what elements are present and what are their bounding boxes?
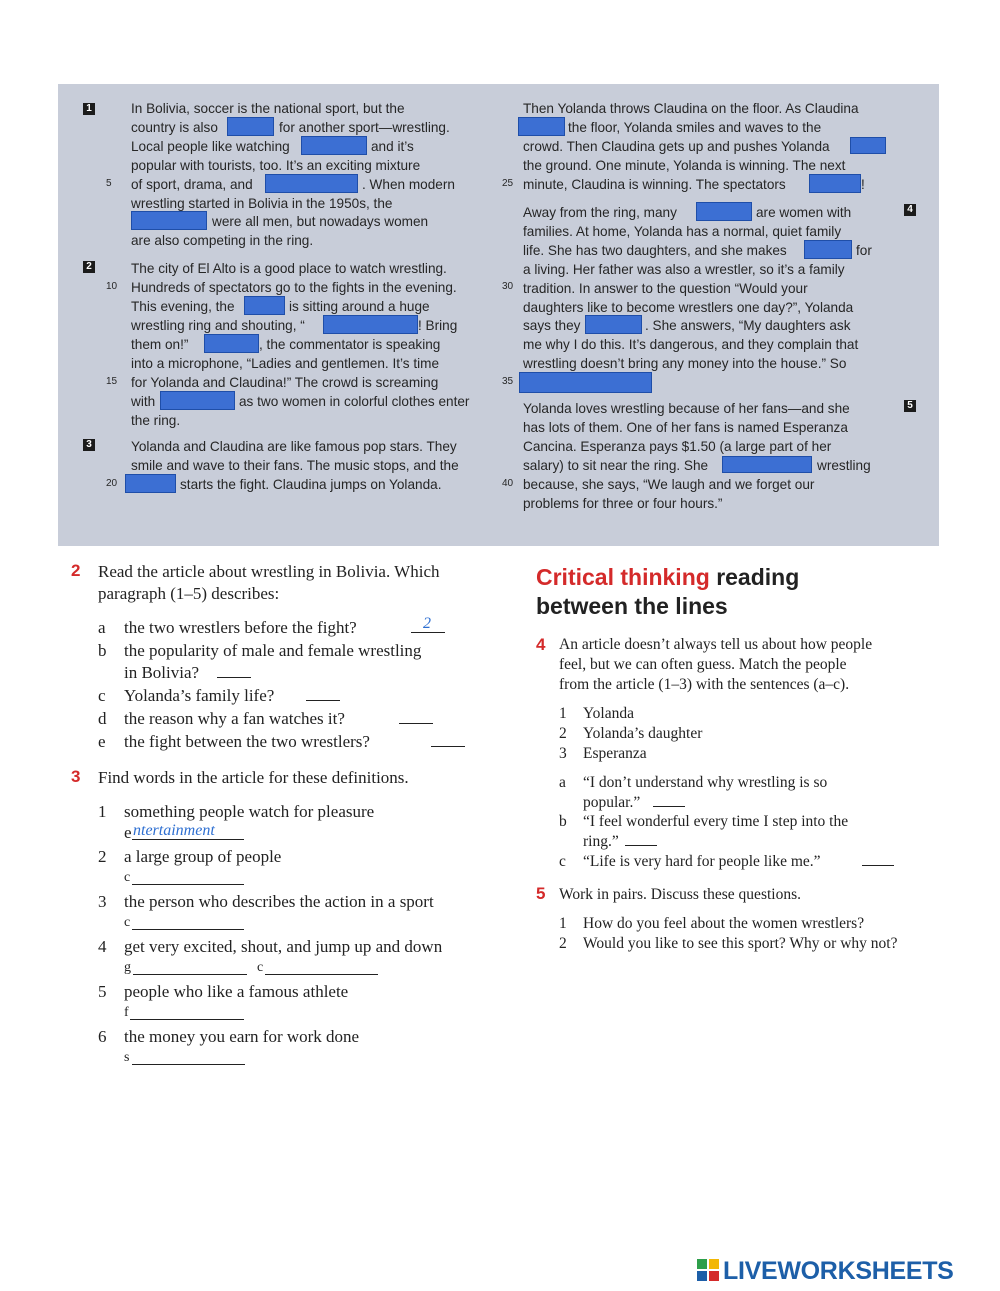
- article-line: and it’s: [371, 139, 414, 154]
- person-name: Esperanza: [583, 745, 647, 762]
- article-line: country is also: [131, 120, 218, 135]
- sentence-text: popular.”: [583, 794, 641, 811]
- ex5-question: Would you like to see this sport? Why or why not?: [583, 935, 898, 952]
- sentence-text: “I feel wonderful every time I step into the: [583, 813, 849, 830]
- article-blank[interactable]: [301, 136, 367, 155]
- article-blank[interactable]: [696, 202, 752, 221]
- article-line: are women with: [756, 205, 852, 220]
- sentence-text: “Life is very hard for people like me.”: [583, 853, 821, 870]
- start-letter: s: [124, 1050, 130, 1065]
- article-line: says they: [523, 318, 581, 333]
- item-number: 1: [98, 802, 107, 821]
- person-number: 1: [559, 705, 567, 722]
- article-line: with: [131, 394, 156, 409]
- exercise-3-prompt: Find words in the article for these definitions.: [98, 768, 409, 787]
- article-line: This evening, the: [131, 299, 235, 314]
- article-line: wrestling started in Bolivia in the 1950s, the: [131, 196, 393, 211]
- article-line: wrestling: [817, 458, 871, 473]
- start-letter: c: [257, 960, 264, 975]
- exercise-4-prompt: from the article (1–3) with the sentences (a–c).: [559, 676, 850, 693]
- article-line: ! Bring: [418, 318, 458, 333]
- ex2-item-text: the popularity of male and female wrestling: [124, 641, 422, 660]
- article-line: The city of El Alto is a good place to watch wrestling.: [131, 261, 447, 276]
- exercise-3-number: 3: [71, 767, 81, 786]
- line-number: 25: [502, 178, 514, 189]
- article-line: smile and wave to their fans. The music stops, and the: [131, 458, 459, 473]
- heading-rest: reading: [716, 564, 800, 590]
- article-line: me why I do this. It’s dangerous, and they complain that: [523, 337, 859, 352]
- ex2-item-text: the two wrestlers before the fight?: [124, 618, 357, 637]
- article-line: In Bolivia, soccer is the national sport, but the: [131, 101, 405, 116]
- ex3-definition: something people watch for pleasure: [124, 802, 375, 821]
- article-line: tradition. In answer to the question “Would your: [523, 281, 808, 296]
- article-line: wrestling ring and shouting, “: [131, 318, 305, 333]
- ex3-answer-field[interactable]: [132, 1064, 245, 1065]
- ex3-definition: the person who describes the action in a sport: [124, 892, 434, 911]
- article-line: for another sport—wrestling.: [279, 120, 450, 135]
- article-line: wrestling doesn’t bring any money into the house.” So: [523, 356, 847, 371]
- liveworksheets-logo-icon: [697, 1259, 719, 1281]
- ex2-answer-field[interactable]: 2: [423, 615, 431, 632]
- article-line: starts the fight. Claudina jumps on Yolanda.: [180, 477, 442, 492]
- item-number: 3: [98, 892, 107, 911]
- start-letter: e: [124, 823, 132, 842]
- article-line: life. She has two daughters, and she makes: [523, 243, 787, 258]
- article-blank[interactable]: [804, 240, 852, 259]
- line-number: 35: [502, 376, 514, 387]
- article-line: crowd. Then Claudina gets up and pushes Yolanda: [523, 139, 830, 154]
- person-name: Yolanda’s daughter: [583, 725, 703, 742]
- critical-thinking-heading: [536, 563, 799, 621]
- article-line: daughters like to become wrestlers one day?”, Yolanda: [523, 300, 854, 315]
- article-line: !: [861, 177, 865, 192]
- item-number: 1: [559, 915, 567, 932]
- ex3-answer-field[interactable]: ntertainment: [133, 822, 215, 839]
- ex3-definition: people who like a famous athlete: [124, 982, 349, 1001]
- ex3-answer-field[interactable]: [132, 929, 244, 930]
- sentence-letter: a: [559, 774, 566, 791]
- article-line: , the commentator is speaking: [259, 337, 441, 352]
- start-letter: c: [124, 870, 131, 885]
- person-name: Yolanda: [583, 705, 634, 722]
- article-line: were all men, but nowadays women: [212, 214, 429, 229]
- article-blank[interactable]: [204, 334, 259, 353]
- article-line: the floor, Yolanda smiles and waves to the: [568, 120, 822, 135]
- article-blank[interactable]: [323, 315, 418, 334]
- exercise-4-prompt: feel, but we can often guess. Match the people: [559, 656, 847, 673]
- line-number: 10: [106, 281, 118, 292]
- heading-line2: between the lines: [536, 593, 728, 619]
- article-line: Cancina. Esperanza pays $1.50 (a large part of her: [523, 439, 832, 454]
- article-blank[interactable]: [850, 137, 886, 154]
- paragraph-number-5: 5: [904, 400, 916, 412]
- exercise-5-prompt: Work in pairs. Discuss these questions.: [559, 886, 801, 903]
- exercise-2-number: 2: [71, 561, 81, 580]
- exercise-2-prompt: Read the article about wrestling in Bolivia. Which: [98, 562, 440, 581]
- article-line: Away from the ring, many: [523, 205, 677, 220]
- start-letter: f: [124, 1005, 129, 1020]
- ex2-item-text: the fight between the two wrestlers?: [124, 732, 370, 751]
- exercise-5-number: 5: [536, 884, 546, 903]
- ex2-item-text: in Bolivia?: [124, 663, 200, 682]
- article-line: for: [856, 243, 872, 258]
- item-letter: b: [98, 641, 107, 660]
- article-line: families. At home, Yolanda has a normal, quiet family: [523, 224, 842, 239]
- item-letter: a: [98, 618, 106, 637]
- article-line: because, she says, “We laugh and we forget our: [523, 477, 815, 492]
- ex4-answer-field[interactable]: [625, 845, 657, 846]
- sentence-letter: c: [559, 853, 566, 870]
- article-line: as two women in colorful clothes enter: [239, 394, 470, 409]
- article-line: has lots of them. One of her fans is named Esperanza: [523, 420, 848, 435]
- sentence-letter: b: [559, 813, 567, 830]
- article-line: Then Yolanda throws Claudina on the floor. As Claudina: [523, 101, 859, 116]
- exercise-2-prompt: paragraph (1–5) describes:: [98, 584, 280, 603]
- person-number: 2: [559, 725, 567, 742]
- article-line: a living. Her father was also a wrestler, so it’s a family: [523, 262, 845, 277]
- article-line: for Yolanda and Claudina!” The crowd is screaming: [131, 375, 439, 390]
- ex3-definition: get very excited, shout, and jump up and down: [124, 937, 443, 956]
- ex3-answer-field[interactable]: [132, 884, 244, 885]
- item-letter: e: [98, 732, 106, 751]
- item-letter: d: [98, 709, 107, 728]
- start-letter: g: [124, 960, 131, 975]
- article-blank[interactable]: [518, 117, 565, 136]
- article-line: the ring.: [131, 413, 181, 428]
- line-number: 40: [502, 478, 514, 489]
- line-number: 20: [106, 478, 118, 489]
- article-line: into a microphone, “Ladies and gentlemen. It’s time: [131, 356, 440, 371]
- item-number: 2: [559, 935, 567, 952]
- item-number: 2: [98, 847, 107, 866]
- article-line: them on!”: [131, 337, 189, 352]
- article-line: Hundreds of spectators go to the fights in the evening.: [131, 280, 457, 295]
- article-blank[interactable]: [160, 391, 235, 410]
- ex2-item-text: Yolanda’s family life?: [124, 686, 275, 705]
- liveworksheets-wordmark: LIVEWORKSHEETS: [723, 1257, 954, 1285]
- ex3-definition: the money you earn for work done: [124, 1027, 360, 1046]
- item-number: 5: [98, 982, 107, 1001]
- article-line: . When modern: [362, 177, 455, 192]
- ex2-answer-field[interactable]: [217, 677, 251, 678]
- exercise-4-number: 4: [536, 635, 546, 654]
- article-line: is sitting around a huge: [289, 299, 430, 314]
- article-line: Yolanda loves wrestling because of her fans—and she: [523, 401, 850, 416]
- article-line: popular with tourists, too. It’s an exciting mixture: [131, 158, 421, 173]
- article-blank[interactable]: [131, 211, 207, 230]
- sentence-text: ring.”: [583, 833, 619, 850]
- article-blank[interactable]: [227, 117, 274, 136]
- paragraph-number-3: 3: [83, 439, 95, 451]
- article-line: problems for three or four hours.”: [523, 496, 723, 511]
- ex5-question: How do you feel about the women wrestlers?: [583, 915, 865, 932]
- paragraph-number-2: 2: [83, 261, 95, 273]
- ex3-answer-field[interactable]: [265, 974, 378, 975]
- ex3-definition: a large group of people: [124, 847, 282, 866]
- article-line: salary) to sit near the ring. She: [523, 458, 709, 473]
- exercise-4-prompt: An article doesn’t always tell us about how people: [559, 636, 873, 653]
- ex2-item-text: the reason why a fan watches it?: [124, 709, 345, 728]
- person-number: 3: [559, 745, 567, 762]
- article-line: Local people like watching: [131, 139, 290, 154]
- ex4-answer-field[interactable]: [653, 806, 685, 807]
- article-blank[interactable]: [265, 174, 358, 193]
- article-line: of sport, drama, and: [131, 177, 253, 192]
- ex3-answer-field[interactable]: [130, 1019, 244, 1020]
- ex3-answer-field[interactable]: [133, 974, 247, 975]
- ex4-answer-field[interactable]: [862, 865, 894, 866]
- line-number: 5: [106, 178, 112, 189]
- ex2-answer-field[interactable]: [431, 746, 465, 747]
- heading-red-part: Critical thinking: [536, 564, 710, 590]
- article-line: Yolanda and Claudina are like famous pop stars. They: [131, 439, 457, 454]
- article-blank[interactable]: [244, 296, 285, 315]
- article-line: minute, Claudina is winning. The spectators: [523, 177, 786, 192]
- item-letter: c: [98, 686, 106, 705]
- article-blank[interactable]: [809, 174, 861, 193]
- ex2-answer-field[interactable]: [399, 723, 433, 724]
- sentence-text: “I don’t understand why wrestling is so: [583, 774, 828, 791]
- line-number: 30: [502, 281, 514, 292]
- ex2-answer-field[interactable]: [306, 700, 340, 701]
- line-number: 15: [106, 376, 118, 387]
- article-blank[interactable]: [585, 315, 642, 334]
- paragraph-number-4: 4: [904, 204, 916, 216]
- item-number: 4: [98, 937, 107, 956]
- article-line: . She answers, “My daughters ask: [645, 318, 851, 333]
- paragraph-number-1: 1: [83, 103, 95, 115]
- start-letter: c: [124, 915, 131, 930]
- article-line: are also competing in the ring.: [131, 233, 314, 248]
- article-blank[interactable]: [722, 456, 812, 473]
- item-number: 6: [98, 1027, 107, 1046]
- article-blank[interactable]: [125, 474, 176, 493]
- article-line: the ground. One minute, Yolanda is winning. The next: [523, 158, 846, 173]
- article-blank[interactable]: [519, 372, 652, 393]
